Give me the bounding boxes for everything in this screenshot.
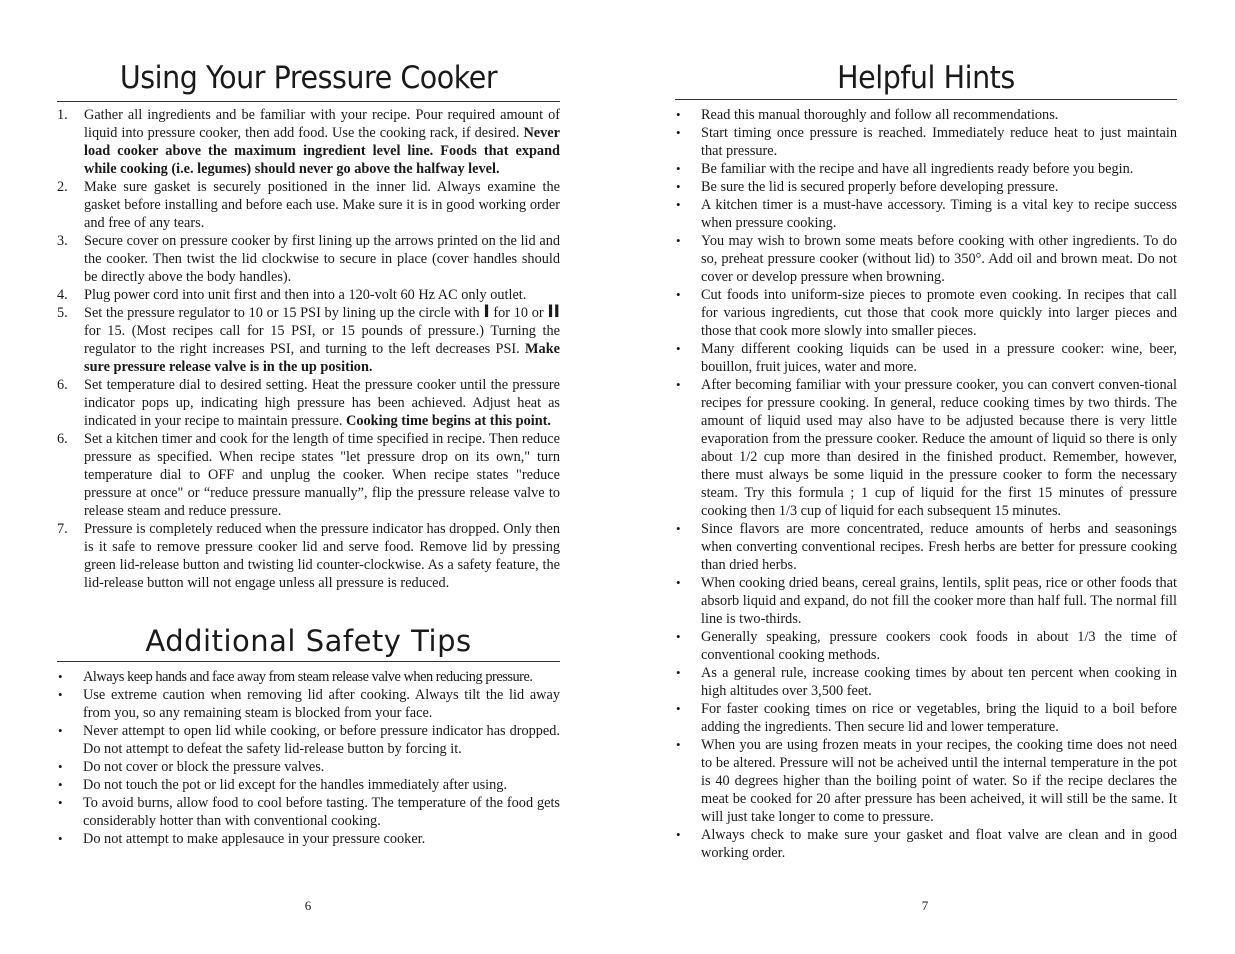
hint-item (675, 376, 1177, 520)
step-item (57, 106, 560, 178)
hint-item (675, 340, 1177, 376)
hint-item-text: Many different cooking liquids can be used in a pressure cooker: wine, beer, bouillon, fruit juices, water and more. (701, 341, 1177, 375)
step-number: 7. (57, 521, 68, 537)
hints-rule (675, 99, 1177, 100)
bullet-icon: • (58, 795, 63, 810)
safety-item (57, 686, 560, 722)
regulator-mark: II (547, 302, 560, 322)
safety-item-text: Do not touch the pot or lid except for the handles immediately after using. (83, 777, 508, 793)
hint-item (675, 700, 1177, 736)
page-number: 6 (304, 898, 312, 913)
page-title-hints: Helpful Hints (837, 60, 1015, 96)
step-text: Make sure gasket is securely positioned in the inner lid. Always examine the gasket before installing and before each use. Make sure it is in good working order and free of any tears. (84, 179, 560, 231)
hint-item-text: Since flavors are more concentrated, reduce amounts of herbs and seasonings when converting conventional recipes. Fresh herbs are better for pressure cooking than dried herbs. (701, 521, 1177, 573)
page-title-using: Using Your Pressure Cooker (119, 60, 498, 96)
safety-rule (57, 661, 560, 662)
bullet-icon: • (676, 287, 681, 302)
bullet-icon: • (676, 341, 681, 356)
step-item (57, 376, 560, 430)
hint-item-text: As a general rule, increase cooking times by about ten percent when cooking in high altitudes over 3,500 feet. (701, 665, 1177, 699)
bullet-icon: • (676, 665, 681, 680)
bullet-icon: • (676, 377, 681, 392)
step-item (57, 304, 560, 376)
hint-item (675, 178, 1177, 196)
safety-item (57, 830, 560, 848)
bullet-icon: • (676, 521, 681, 536)
hint-item-text: Cut foods into uniform-size pieces to promote even cooking. In recipes that call for various ingredients, cut those that cook more quickly into larger pieces and those that cook more slowly into smaller pieces. (701, 287, 1177, 339)
step-text: Secure cover on pressure cooker by first lining up the arrows printed on the lid and the cooker. Then twist the lid clockwise to secure in place (cover handles should be directly above the body handles). (84, 233, 560, 285)
hint-item-text: Be familiar with the recipe and have all ingredients ready before you begin. (701, 161, 1134, 177)
hint-item (675, 286, 1177, 340)
step-text: for 10 or (489, 305, 548, 321)
hint-item (675, 196, 1177, 232)
hint-item-text: Generally speaking, pressure cookers cook foods in about 1/3 the time of conventional cooking methods. (701, 629, 1177, 663)
safety-item (57, 758, 560, 776)
step-item (57, 232, 560, 286)
hint-item (675, 826, 1177, 862)
hint-item-text: You may wish to brown some meats before cooking with other ingredients. To do so, preheat pressure cooker (without lid) to 350°. Add oil and brown meat. Do not cover or develop pressure when browning. (701, 233, 1177, 285)
bullet-icon: • (676, 737, 681, 752)
step-number: 3. (57, 233, 68, 249)
bullet-icon: • (676, 161, 681, 176)
bullet-icon: • (676, 107, 681, 122)
bullet-icon: • (58, 687, 63, 702)
bullet-icon: • (58, 777, 63, 792)
hint-item-text: Always check to make sure your gasket and float valve are clean and in good working order. (701, 827, 1177, 861)
bullet-icon: • (676, 575, 681, 590)
hint-item (675, 232, 1177, 286)
regulator-mark: I (483, 302, 490, 322)
hint-item-text: Start timing once pressure is reached. Immediately reduce heat to just maintain that pressure. (701, 125, 1177, 159)
step-item (57, 430, 560, 520)
bullet-icon: • (676, 179, 681, 194)
bullet-icon: • (676, 125, 681, 140)
step-text: Gather all ingredients and be familiar with your recipe. Pour required amount of liquid into pressure cooker, then add food. Use the cooking rack, if desired. (84, 107, 560, 141)
step-number: 6. (57, 431, 68, 447)
right-page (675, 0, 1177, 954)
bullet-icon: • (676, 701, 681, 716)
hint-item-text: Read this manual thoroughly and follow all recommendations. (701, 107, 1059, 123)
page-number: 7 (921, 898, 929, 913)
hints-list (675, 106, 1177, 862)
hint-item-text: A kitchen timer is a must-have accessory. Timing is a vital key to recipe success when pressure cooking. (701, 197, 1177, 231)
step-text: Plug power cord into unit first and then into a 120-volt 60 Hz AC only outlet. (84, 287, 527, 303)
hint-item (675, 628, 1177, 664)
step-number: 4. (57, 287, 68, 303)
safety-item-text: Always keep hands and face away from steam release valve when reducing pressure. (83, 669, 533, 685)
step-text: Set temperature dial to desired setting. Heat the pressure cooker until the pressure indicator pops up, indicating high pressure has been achieved. Adjust heat as indicated in your recipe to maintain pressure. (84, 377, 560, 429)
bullet-icon: • (58, 669, 63, 684)
step-item (57, 178, 560, 232)
hint-item (675, 736, 1177, 826)
step-number: 6. (57, 377, 68, 393)
bullet-icon: • (676, 197, 681, 212)
safety-title: Additional Safety Tips (145, 624, 472, 658)
safety-list (57, 668, 560, 848)
hint-item (675, 664, 1177, 700)
bullet-icon: • (58, 759, 63, 774)
safety-item (57, 794, 560, 830)
step-emphasis: Make sure pressure release valve is in the up position. (84, 341, 560, 375)
step-text: Set the pressure regulator to 10 or 15 PSI by lining up the circle with (84, 305, 484, 321)
left-page (57, 0, 560, 954)
safety-item-text: Do not attempt to make applesauce in your pressure cooker. (83, 831, 426, 847)
step-emphasis: Cooking time begins at this point. (346, 413, 551, 429)
safety-item-text: Use extreme caution when removing lid after cooking. Always tilt the lid away from you, so any remaining steam is blocked from your face. (83, 687, 560, 721)
safety-item-text: To avoid burns, allow food to cool before tasting. The temperature of the food gets considerably hotter than with conventional cooking. (83, 795, 560, 829)
bullet-icon: • (58, 723, 63, 738)
bullet-icon: • (676, 827, 681, 842)
step-number: 5. (57, 305, 68, 321)
bullet-icon: • (676, 629, 681, 644)
hint-item (675, 124, 1177, 160)
safety-item (57, 776, 560, 794)
step-text: for 15. (Most recipes call for 15 PSI, or 15 pounds of pressure.) Turning the regulator to the right increases PSI, and turning to the left decreases PSI. (84, 323, 560, 357)
step-item (57, 520, 560, 592)
step-emphasis: Never load cooker above the maximum ingredient level line. Foods that expand while cooking (i.e. legumes) should never go above the halfway level. (84, 125, 560, 177)
hint-item (675, 106, 1177, 124)
safety-item-text: Never attempt to open lid while cooking, or before pressure indicator has dropped. Do not attempt to defeat the safety lid-release button by forcing it. (83, 723, 560, 757)
step-number: 2. (57, 179, 68, 195)
title-rule (57, 101, 560, 102)
step-text: Set a kitchen timer and cook for the length of time specified in recipe. Then reduce pressure as specified. When recipe states "let pressure drop on its own," turn temperature dial to OFF and unplug the cooker. When recipe states "reduce pressure at once" or “reduce pressure manually”, flip the pressure release valve to release steam and reduce pressure. (84, 431, 560, 519)
step-number: 1. (57, 107, 68, 123)
step-text: Pressure is completely reduced when the pressure indicator has dropped. Only then is it safe to remove pressure cooker lid and serve food. Remove lid by pressing green lid-release button and twisting lid counter-clockwise. As a safety feature, the lid-release button will not engage unless all pressure is reduced. (84, 521, 560, 591)
hint-item-text: Be sure the lid is secured properly before developing pressure. (701, 179, 1059, 195)
hint-item-text: After becoming familiar with your pressure cooker, you can convert conven-tional recipes for pressure cooking. In general, reduce cooking times by two thirds. The amount of liquid used may also have to be adjusted because there is very little evaporation from the pressure cooker. Reduce the amount of liquid so there is only about 1/2 cup more than desired in the finished product. Remember, however, there must always be some liquid in the pressure cooker to form the necessary steam. Try this formula ; 1 cup of liquid for the first 15 minutes of pressure cooking then 1/3 cup of liquid for each subsequent 15 minutes. (701, 377, 1177, 519)
bullet-icon: • (676, 233, 681, 248)
safety-item-text: Do not cover or block the pressure valves. (83, 759, 325, 775)
safety-item (57, 668, 560, 686)
bullet-icon: • (58, 831, 63, 846)
hint-item (675, 160, 1177, 178)
steps-list (57, 106, 560, 592)
hint-item (675, 520, 1177, 574)
safety-item (57, 722, 560, 758)
hint-item-text: When you are using frozen meats in your recipes, the cooking time does not need to be altered. Pressure will not be acheived until the internal temperature in the pot is 40 degrees higher than the boiling point of water. So if the recipe declares the meat be cooked for 20 after pressure has been acheived, it will still be the same. It will just take longer to come to pressure. (701, 737, 1177, 825)
hint-item (675, 574, 1177, 628)
hint-item-text: For faster cooking times on rice or vegetables, bring the liquid to a boil before adding the ingredients. Then secure lid and lower temperature. (701, 701, 1177, 735)
hint-item-text: When cooking dried beans, cereal grains, lentils, split peas, rice or other foods that absorb liquid and expand, do not fill the cooker more than half full. The normal fill line is two-thirds. (701, 575, 1177, 627)
